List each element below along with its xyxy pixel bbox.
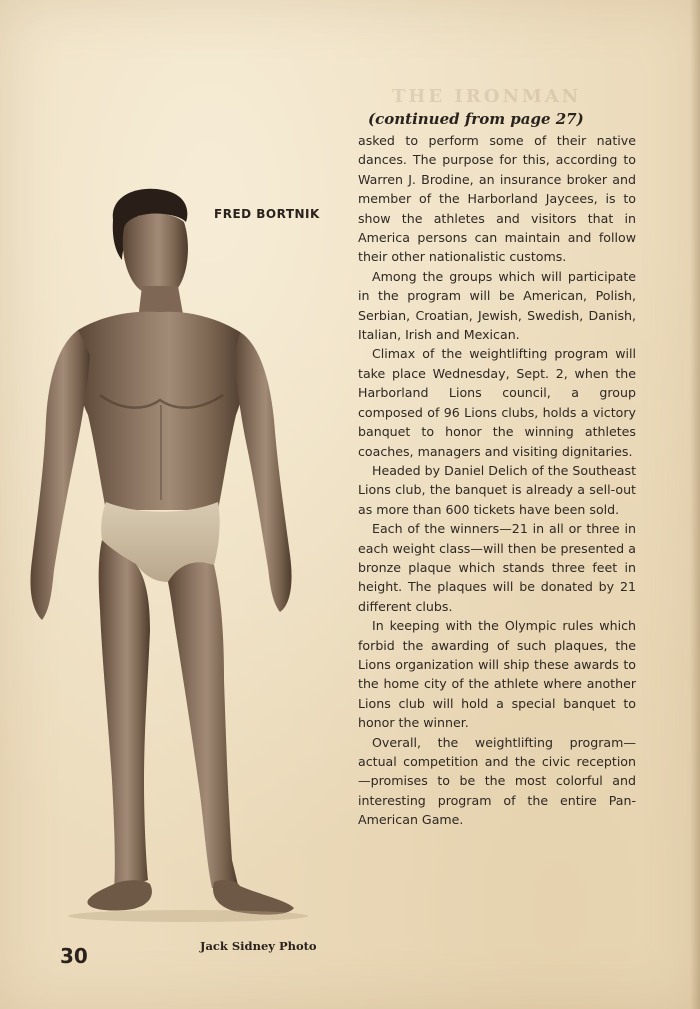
article-paragraph: asked to perform some of their native dances. The purpose for this, according to Warren J. Brodine, an insurance broker and member of the Harborland Jaycees, is to show the athletes and visitors that in America persons can maintain and follow their other nationalistic customs. (358, 133, 636, 265)
article-paragraph: Climax of the weightlifting program will take place Wednesday, Sept. 2, when the Harborland Lions council, a group composed of 96 Lions clubs, holds a victory banquet to honor the winning athletes coaches, managers and visiting dignitaries. (358, 346, 636, 459)
article-paragraph: Overall, the weightlifting program—actual competition and the civic reception—promises to be the most colorful and interesting program of the entire Pan-American Game. (358, 734, 636, 828)
article-paragraph: In keeping with the Olympic rules which forbid the awarding of such plaques, the Lions organization will ship these awards to the home city of the athlete where another Lions club will hold a special banquet to honor the winner. (358, 618, 636, 731)
photo-subject-caption: FRED BORTNIK (214, 207, 320, 221)
photo-credit: Jack Sidney Photo (200, 939, 317, 953)
article-paragraph: Each of the winners—21 in all or three in each weight class—will then be presented a bronze plaque which stands three feet in height. The plaques will be donated by 21 different clubs. (358, 521, 636, 614)
page-edge-shadow (690, 0, 700, 1009)
athlete-photo (18, 180, 338, 930)
page-number: 30 (60, 944, 88, 968)
bleed-through-header: THE IRONMAN (392, 86, 582, 107)
continued-note: (continued from page 27) (368, 110, 584, 128)
article-paragraph: Headed by Daniel Delich of the Southeast Lions club, the banquet is already a sell-out as more than 600 tickets have been sold. (358, 462, 637, 517)
article-text (358, 108, 636, 830)
article-paragraph: Among the groups which will participate in the program will be American, Polish, Serbian, Croatian, Jewish, Swedish, Danish, Italian, Irish and Mexican. (358, 268, 636, 343)
